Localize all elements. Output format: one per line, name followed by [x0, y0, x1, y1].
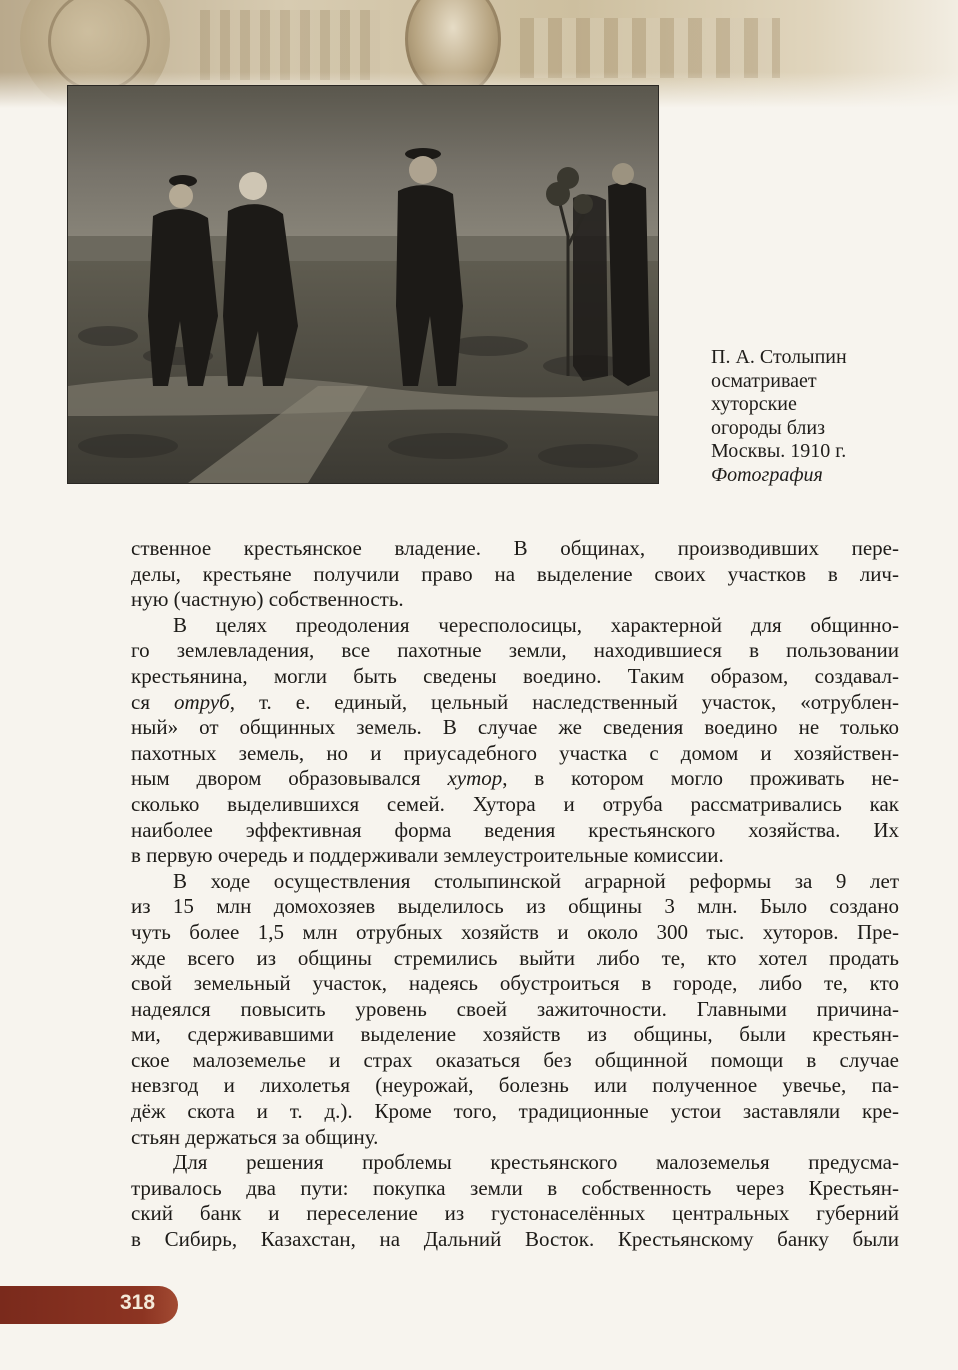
- text-line: [131, 741, 899, 767]
- text-line: [131, 894, 899, 920]
- text-run: в первую очередь и поддерживали землеустроительные комиссии.: [131, 843, 724, 868]
- text-run: , в котором могло проживать не-: [502, 766, 899, 791]
- caption-line: осматривает: [711, 369, 817, 392]
- text-run: свой земельный участок, надеясь обустроиться в городе, либо те, кто: [131, 971, 899, 996]
- text-line: [131, 562, 899, 588]
- text-run: стьян держаться за общину.: [131, 1124, 379, 1149]
- text-run: го землевладения, все пахотные земли, находившиеся в пользовании: [131, 638, 899, 663]
- building-illustration: [200, 10, 380, 80]
- text-line: [131, 1201, 899, 1227]
- text-run: ское малоземелье и страх оказаться без общинной помощи в случае: [131, 1047, 899, 1072]
- text-line: [131, 1176, 899, 1202]
- text-run: В целях преодоления чересполосицы, характерной для общинно-: [173, 612, 899, 637]
- text-line: [131, 715, 899, 741]
- building-illustration-right: [520, 18, 780, 78]
- caption-line: хуторские: [711, 393, 797, 415]
- text-run: ную (частную) собственность.: [131, 587, 404, 612]
- caption-line: Москвы. 1910 г.: [711, 440, 847, 462]
- text-run: ский банк и переселение из густонаселённых центральных губерний: [131, 1201, 899, 1226]
- text-line: [131, 1048, 899, 1074]
- text-run: сколько выделившихся семей. Хутора и отруба рассматривались как: [131, 791, 899, 816]
- text-line: [131, 766, 899, 792]
- text-line: [131, 1022, 899, 1048]
- text-line: [131, 792, 899, 818]
- caption-label: Фотография: [711, 463, 823, 486]
- text-run: из 15 млн домохозяев выделилось из общины 3 млн. Было создано: [131, 894, 899, 919]
- text-line: [131, 997, 899, 1023]
- text-run: жде всего из общины стремились выйти либо те, кто хотел продать: [131, 945, 899, 970]
- body-text: [131, 536, 899, 1253]
- text-run: дёж скота и т. д.). Кроме того, традиционные устои заставляли кре-: [131, 1099, 899, 1124]
- text-line: [131, 1125, 899, 1151]
- text-line: [131, 971, 899, 997]
- text-line: [131, 638, 899, 664]
- text-run: Для решения проблемы крестьянского малоземелья предусма-: [173, 1150, 899, 1175]
- text-run: крестьянина, могли быть сведены воедино. Таким образом, создавал-: [131, 663, 899, 688]
- text-run: ственное крестьянское владение. В общинах, производивших пере-: [131, 536, 899, 560]
- text-run: тривалось два пути: покупка земли в собственность через Крестьян-: [131, 1175, 899, 1200]
- emphasized-term: отруб: [173, 689, 230, 714]
- text-run: ся: [131, 689, 174, 714]
- text-line: [131, 946, 899, 972]
- photo-caption: [711, 346, 911, 487]
- text-line: [131, 1099, 899, 1125]
- photo-illustration: [68, 86, 658, 483]
- text-run: в Сибирь, Казахстан, на Дальний Восток. Крестьянскому банку были: [131, 1227, 899, 1252]
- text-line: [131, 536, 899, 562]
- text-run: невзгод и лихолетья (неурожай, болезнь или полученное увечье, па-: [131, 1073, 899, 1098]
- text-run: В ходе осуществления столыпинской аграрной реформы за 9 лет: [173, 868, 899, 893]
- text-run: надеялся повысить уровень своей зажиточности. Главными причина-: [131, 996, 899, 1021]
- text-line: [131, 843, 899, 869]
- text-line: [131, 818, 899, 844]
- text-run: пахотных земель, но и приусадебного участка с домом и хозяйствен-: [131, 740, 899, 765]
- caption-line: П. А. Столыпин: [711, 346, 847, 368]
- text-run: ным двором образовывался: [131, 766, 448, 791]
- text-run: делы, крестьяне получили право на выделение своих участков в лич-: [131, 561, 899, 586]
- text-line: [131, 1073, 899, 1099]
- text-run: ный» от общинных земель. В случае же сведения воедино не только: [131, 715, 899, 740]
- text-line: [131, 920, 899, 946]
- page-number: 318: [120, 1291, 156, 1314]
- text-line: [131, 587, 899, 613]
- historical-photo: [67, 85, 659, 484]
- text-line: [131, 1227, 899, 1253]
- text-line: [131, 613, 899, 639]
- text-line: [131, 690, 899, 716]
- text-run: ми, сдерживавшими выделение хозяйств из общины, были крестьян-: [131, 1022, 899, 1047]
- text-run: чуть более 1,5 млн отрубных хозяйств и около 300 тыс. хуторов. Пре-: [131, 919, 899, 944]
- text-run: наиболее эффективная форма ведения крестьянского хозяйства. Их: [131, 817, 899, 842]
- text-line: [131, 869, 899, 895]
- caption-line: огороды близ: [711, 416, 826, 439]
- text-line: [131, 1150, 899, 1176]
- emphasized-term: хутор: [447, 766, 503, 791]
- text-run: , т. е. единый, цельный наследственный участок, «отрублен-: [229, 689, 899, 714]
- text-line: [131, 664, 899, 690]
